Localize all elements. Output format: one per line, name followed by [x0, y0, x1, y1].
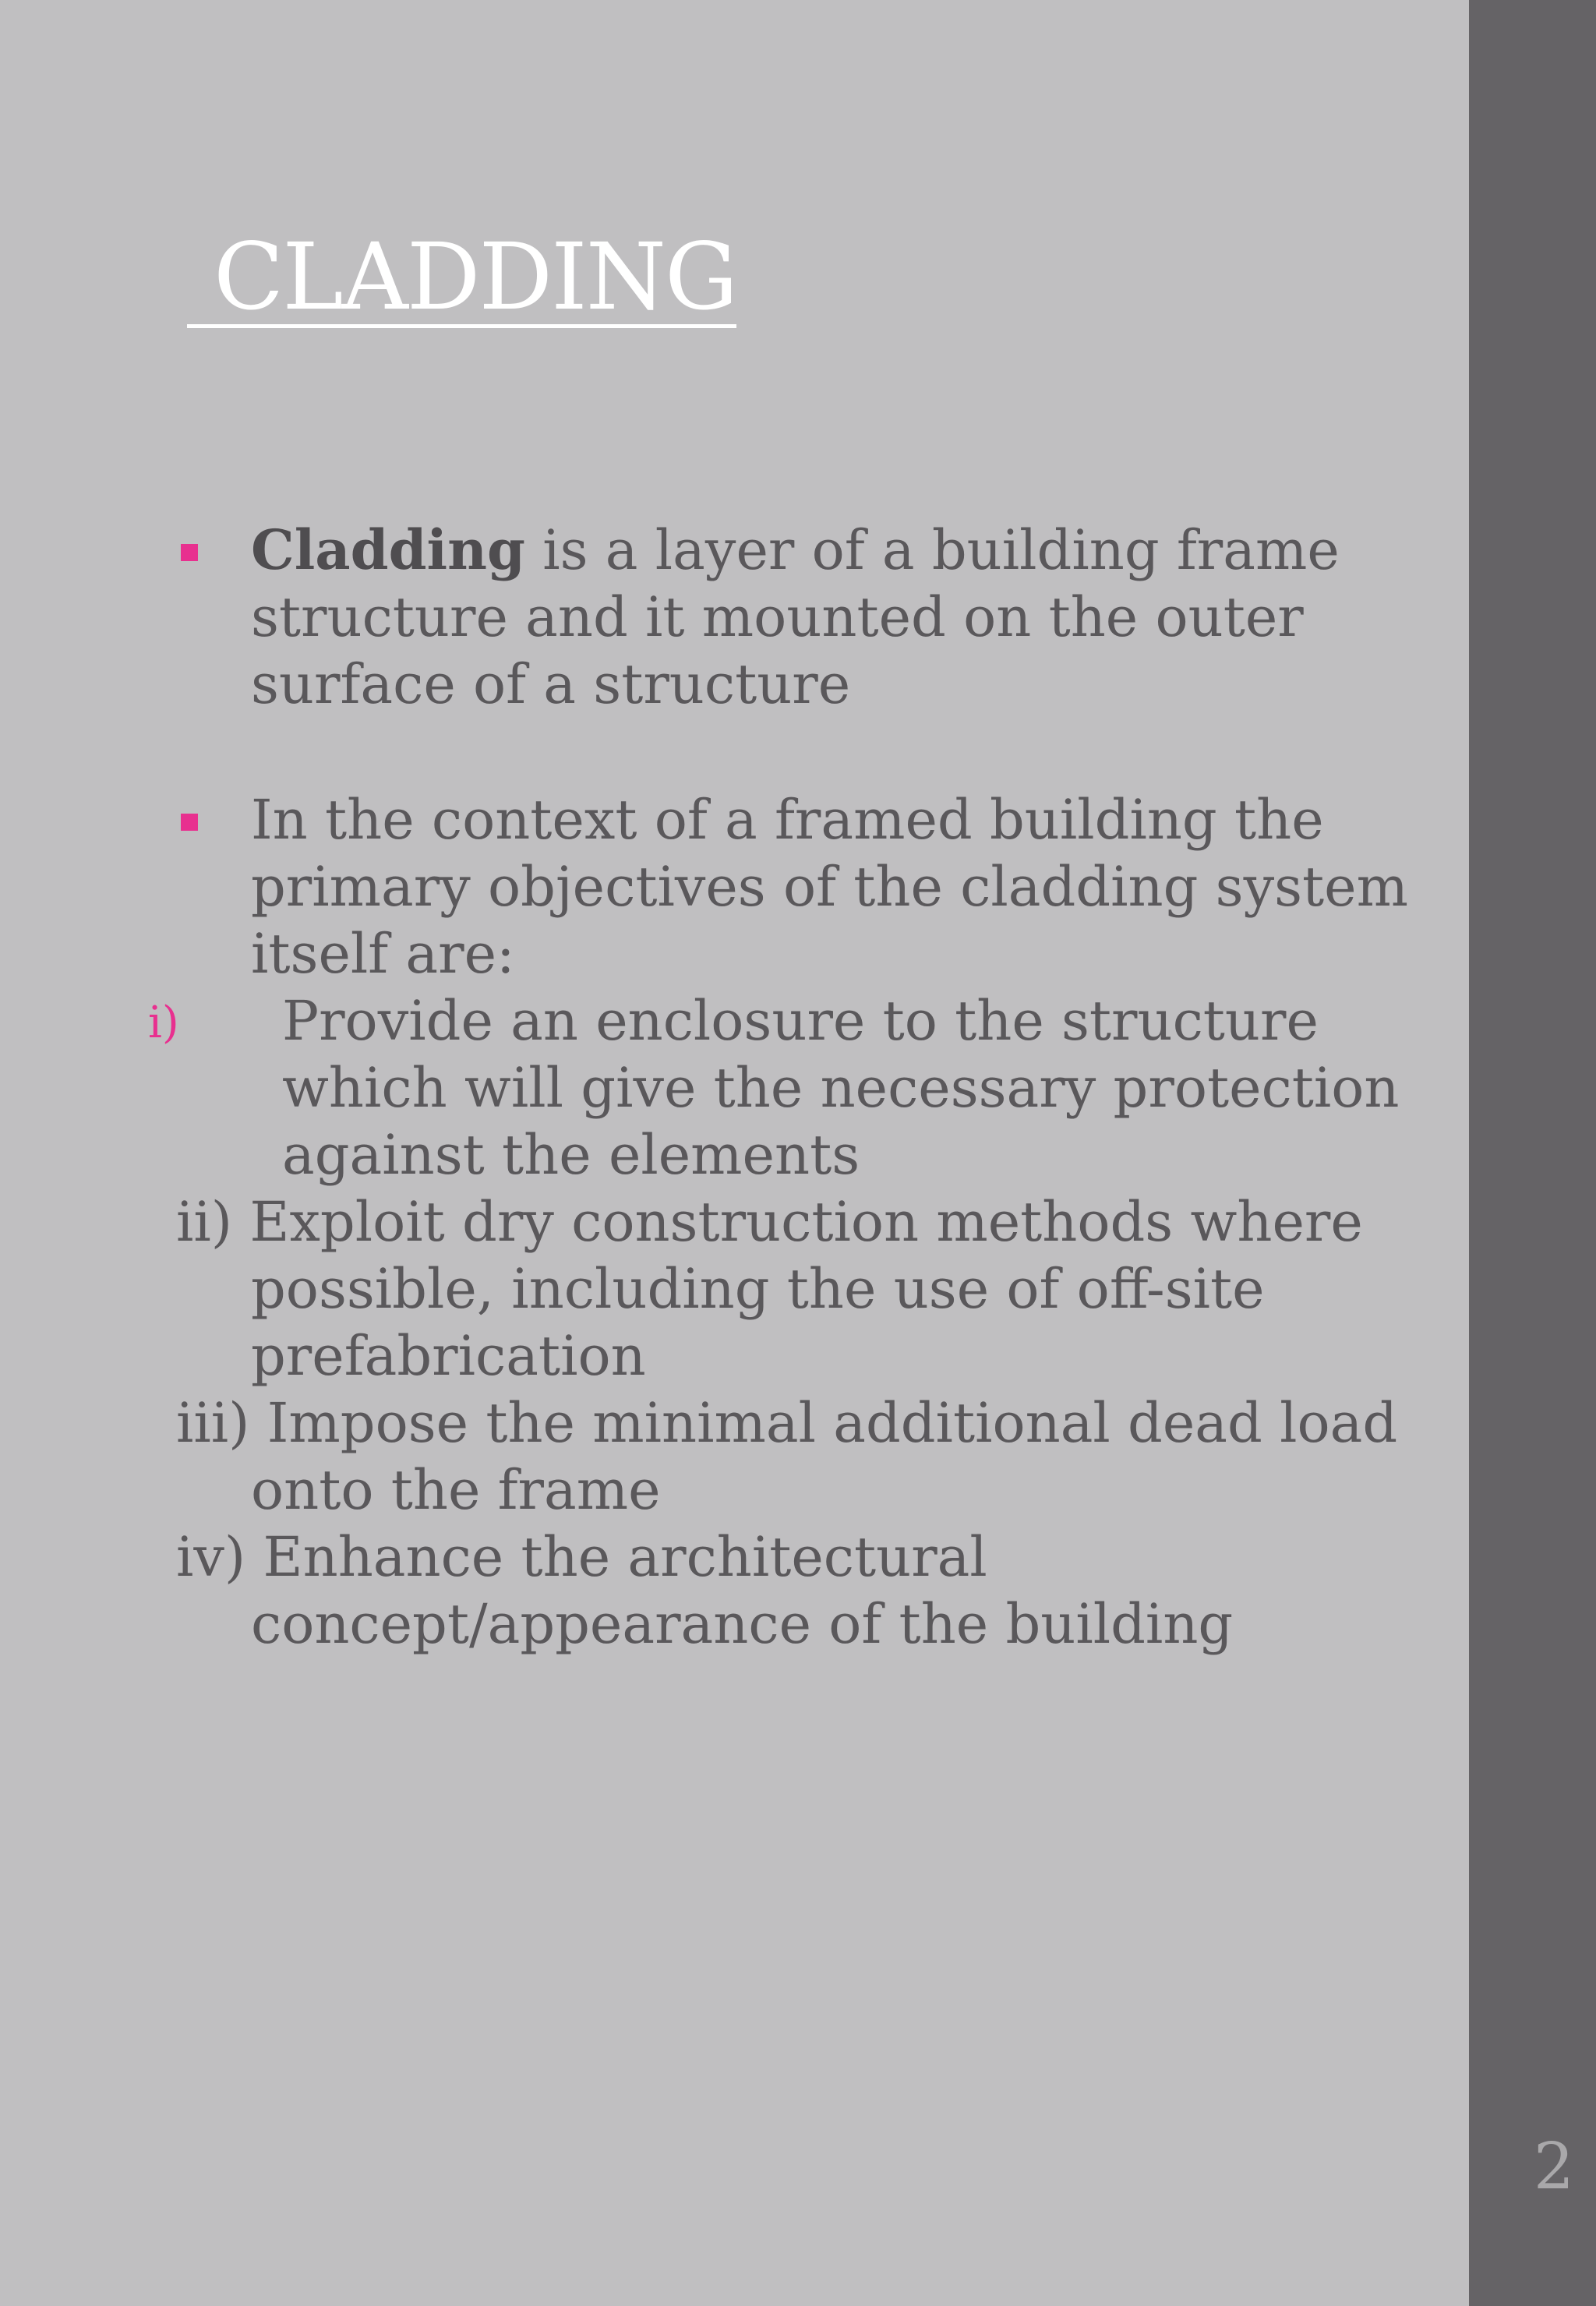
- bullet-1-text: is a layer of a building frame: [524, 518, 1340, 582]
- objective-1-line-1: Provide an enclosure to the structure: [282, 989, 1319, 1053]
- bullet-2-line-1: In the context of a framed building the: [251, 788, 1324, 852]
- objective-4-line-1: iv) Enhance the architectural: [176, 1525, 987, 1589]
- objective-marker-ii: ii): [176, 1190, 233, 1254]
- bullet-2-line-2: primary objectives of the cladding system: [251, 855, 1408, 919]
- objective-4-line-2: concept/appearance of the building: [251, 1592, 1234, 1656]
- objective-3-line-2: onto the frame: [251, 1458, 661, 1522]
- objective-1-line-3: against the elements: [282, 1123, 860, 1187]
- objective-2-line-2: possible, including the use of off-site: [251, 1257, 1265, 1321]
- bullet-square-icon: [181, 544, 198, 561]
- objective-marker-iv: iv): [176, 1525, 246, 1589]
- bullet-1-line-2: structure and it mounted on the outer: [251, 585, 1304, 649]
- objective-2-line-3: prefabrication: [251, 1324, 646, 1388]
- bold-term: Cladding: [251, 517, 525, 582]
- slide-title: CLADDING: [187, 231, 736, 328]
- objective-3-line-1: iii) Impose the minimal additional dead load: [176, 1391, 1398, 1455]
- bullet-1-line-3: surface of a structure: [251, 652, 851, 716]
- bullet-2-line-3: itself are:: [251, 922, 515, 986]
- objective-1-line-2: which will give the necessary protection: [282, 1056, 1400, 1120]
- bullet-square-icon: [181, 814, 198, 831]
- page-number: 2: [1533, 2130, 1574, 2204]
- bullet-1-line-1: [251, 517, 1340, 584]
- right-sidebar-band: [1469, 0, 1596, 2306]
- objective-marker-iii: iii): [176, 1391, 250, 1455]
- objective-marker-i: i): [148, 998, 179, 1048]
- objective-2-line-1: ii) Exploit dry construction methods where: [176, 1190, 1363, 1254]
